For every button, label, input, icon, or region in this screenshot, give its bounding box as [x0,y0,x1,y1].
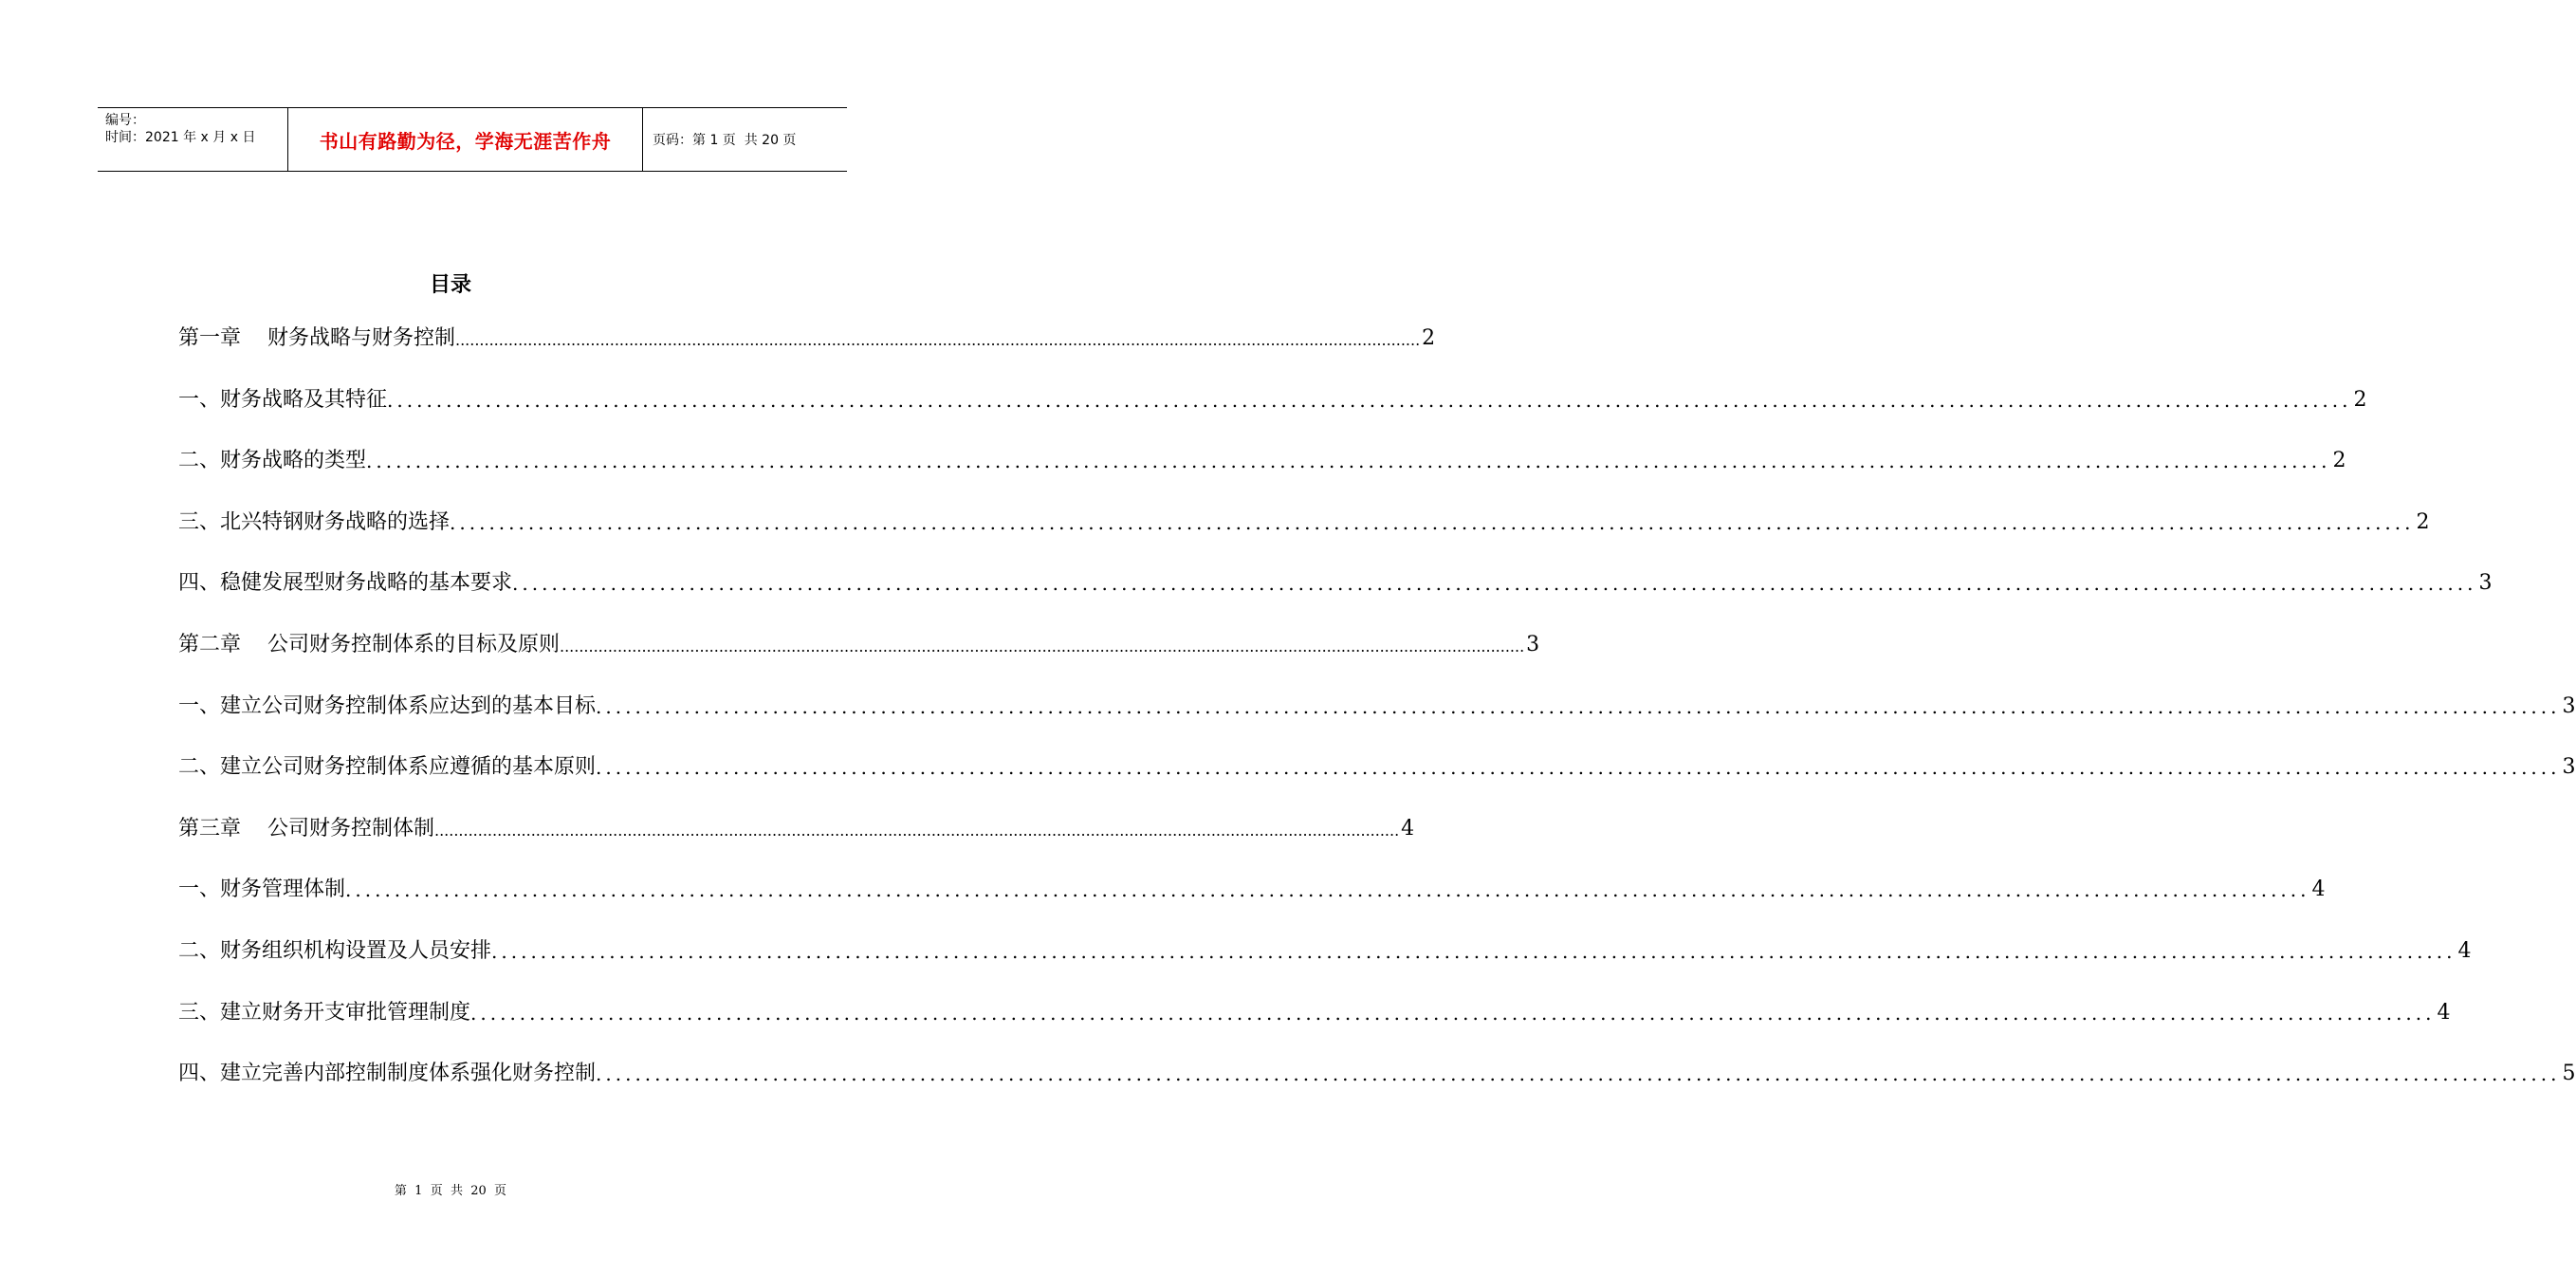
toc-dot-leader: ........................................................................................................................................................................................................ [450,510,2415,534]
toc-entry-label: 一、财务战略及其特征 [178,387,388,412]
toc-dot-leader: ........................................................................................................................................................................................................ [596,1062,2561,1086]
toc-dot-leader: ........................................................................................................................................................................................................ [512,572,2477,596]
page-footer: 第 1 页 共 20 页 [394,1184,507,1198]
header-page-cell [643,108,847,171]
toc-entry-label: 第三章 公司财务控制体制 [178,816,434,841]
toc-entry-page: 4 [2311,878,2326,902]
toc-dot-leader: ........................................................................................................................................................................................................ [470,1001,2436,1025]
number-label: 编号： [105,113,145,128]
toc-entry-page: 2 [2353,387,2367,412]
toc-dot-leader: ........................................................................................................................................................................................................ [491,940,2456,963]
toc-entry[interactable] [178,935,2472,968]
motto-text: 书山有路勤为径，学海无涯苦作舟 [319,129,612,153]
toc-entry-label: 四、建立完善内部控制制度体系强化财务控制 [178,1062,597,1086]
toc-entry[interactable] [178,874,2326,906]
time-label: 时间：2021 年 x 月 x 日 [105,130,256,145]
toc-dot-leader: ........................................................................................................................................................................................................ [596,756,2561,780]
toc-entry-label: 二、财务战略的类型 [178,449,367,473]
toc-entry-page: 5 [2562,1062,2576,1086]
toc-entry-label: 第一章 财务战略与财务控制 [178,326,455,350]
toc-entry-page: 2 [1422,326,1436,350]
toc-entry[interactable] [178,507,2430,539]
toc-entry-page: 3 [2562,693,2576,718]
toc-entry-label: 一、财务管理体制 [178,878,346,902]
toc-dot-leader: ........................................................................................................................................................................................................ [559,638,1525,656]
toc-entry[interactable] [178,567,2493,600]
toc-dot-leader: ........................................................................................................................................................................................................ [596,694,2561,718]
header-meta-cell [98,108,288,171]
toc-entry-page: 4 [1401,816,1415,841]
document-header [98,107,847,172]
toc-dot-leader: ........................................................................................................................................................................................................ [366,450,2331,473]
toc-entry[interactable] [178,629,1540,661]
toc-entry-page: 3 [2478,571,2493,596]
toc-entry-label: 二、财务组织机构设置及人员安排 [178,939,492,963]
toc-entry-page: 3 [2562,755,2576,780]
toc-dot-leader: ........................................................................................................................................................................................................ [345,878,2310,902]
header-motto-cell [288,108,643,171]
toc-title: 目录 [429,273,471,297]
toc-dot-leader: ........................................................................................................................................................................................................ [433,821,1400,840]
toc-entry[interactable] [178,751,2576,784]
toc-entry[interactable] [178,813,1415,845]
toc-entry-page: 2 [2416,509,2430,534]
toc-entry-label: 一、建立公司财务控制体系应达到的基本目标 [178,693,597,718]
toc-entry[interactable] [178,1058,2576,1090]
toc-entry-label: 第二章 公司财务控制体系的目标及原则 [178,633,560,656]
toc-entry-page: 4 [2457,939,2472,963]
toc-entry[interactable] [178,323,1436,355]
toc-entry-page: 4 [2437,1000,2451,1025]
toc-entry-page: 2 [2332,449,2346,473]
toc-entry-label: 二、建立公司财务控制体系应遵循的基本原则 [178,755,597,780]
toc-entry-label: 四、稳健发展型财务战略的基本要求 [178,571,513,596]
page-info: 页码：第 1 页 共 20 页 [653,133,797,148]
toc-entry-label: 三、北兴特钢财务战略的选择 [178,509,451,534]
toc-entry[interactable] [178,384,2367,416]
toc-entry[interactable] [178,997,2451,1029]
toc-entry[interactable] [178,445,2346,477]
toc-entry-page: 3 [1526,633,1540,656]
toc-dot-leader: ........................................................................................................................................................................................................ [387,388,2352,412]
toc-entry-label: 三、建立财务开支审批管理制度 [178,1000,471,1025]
toc-entry[interactable] [178,691,2576,723]
toc-dot-leader: ........................................................................................................................................................................................................ [454,331,1421,349]
